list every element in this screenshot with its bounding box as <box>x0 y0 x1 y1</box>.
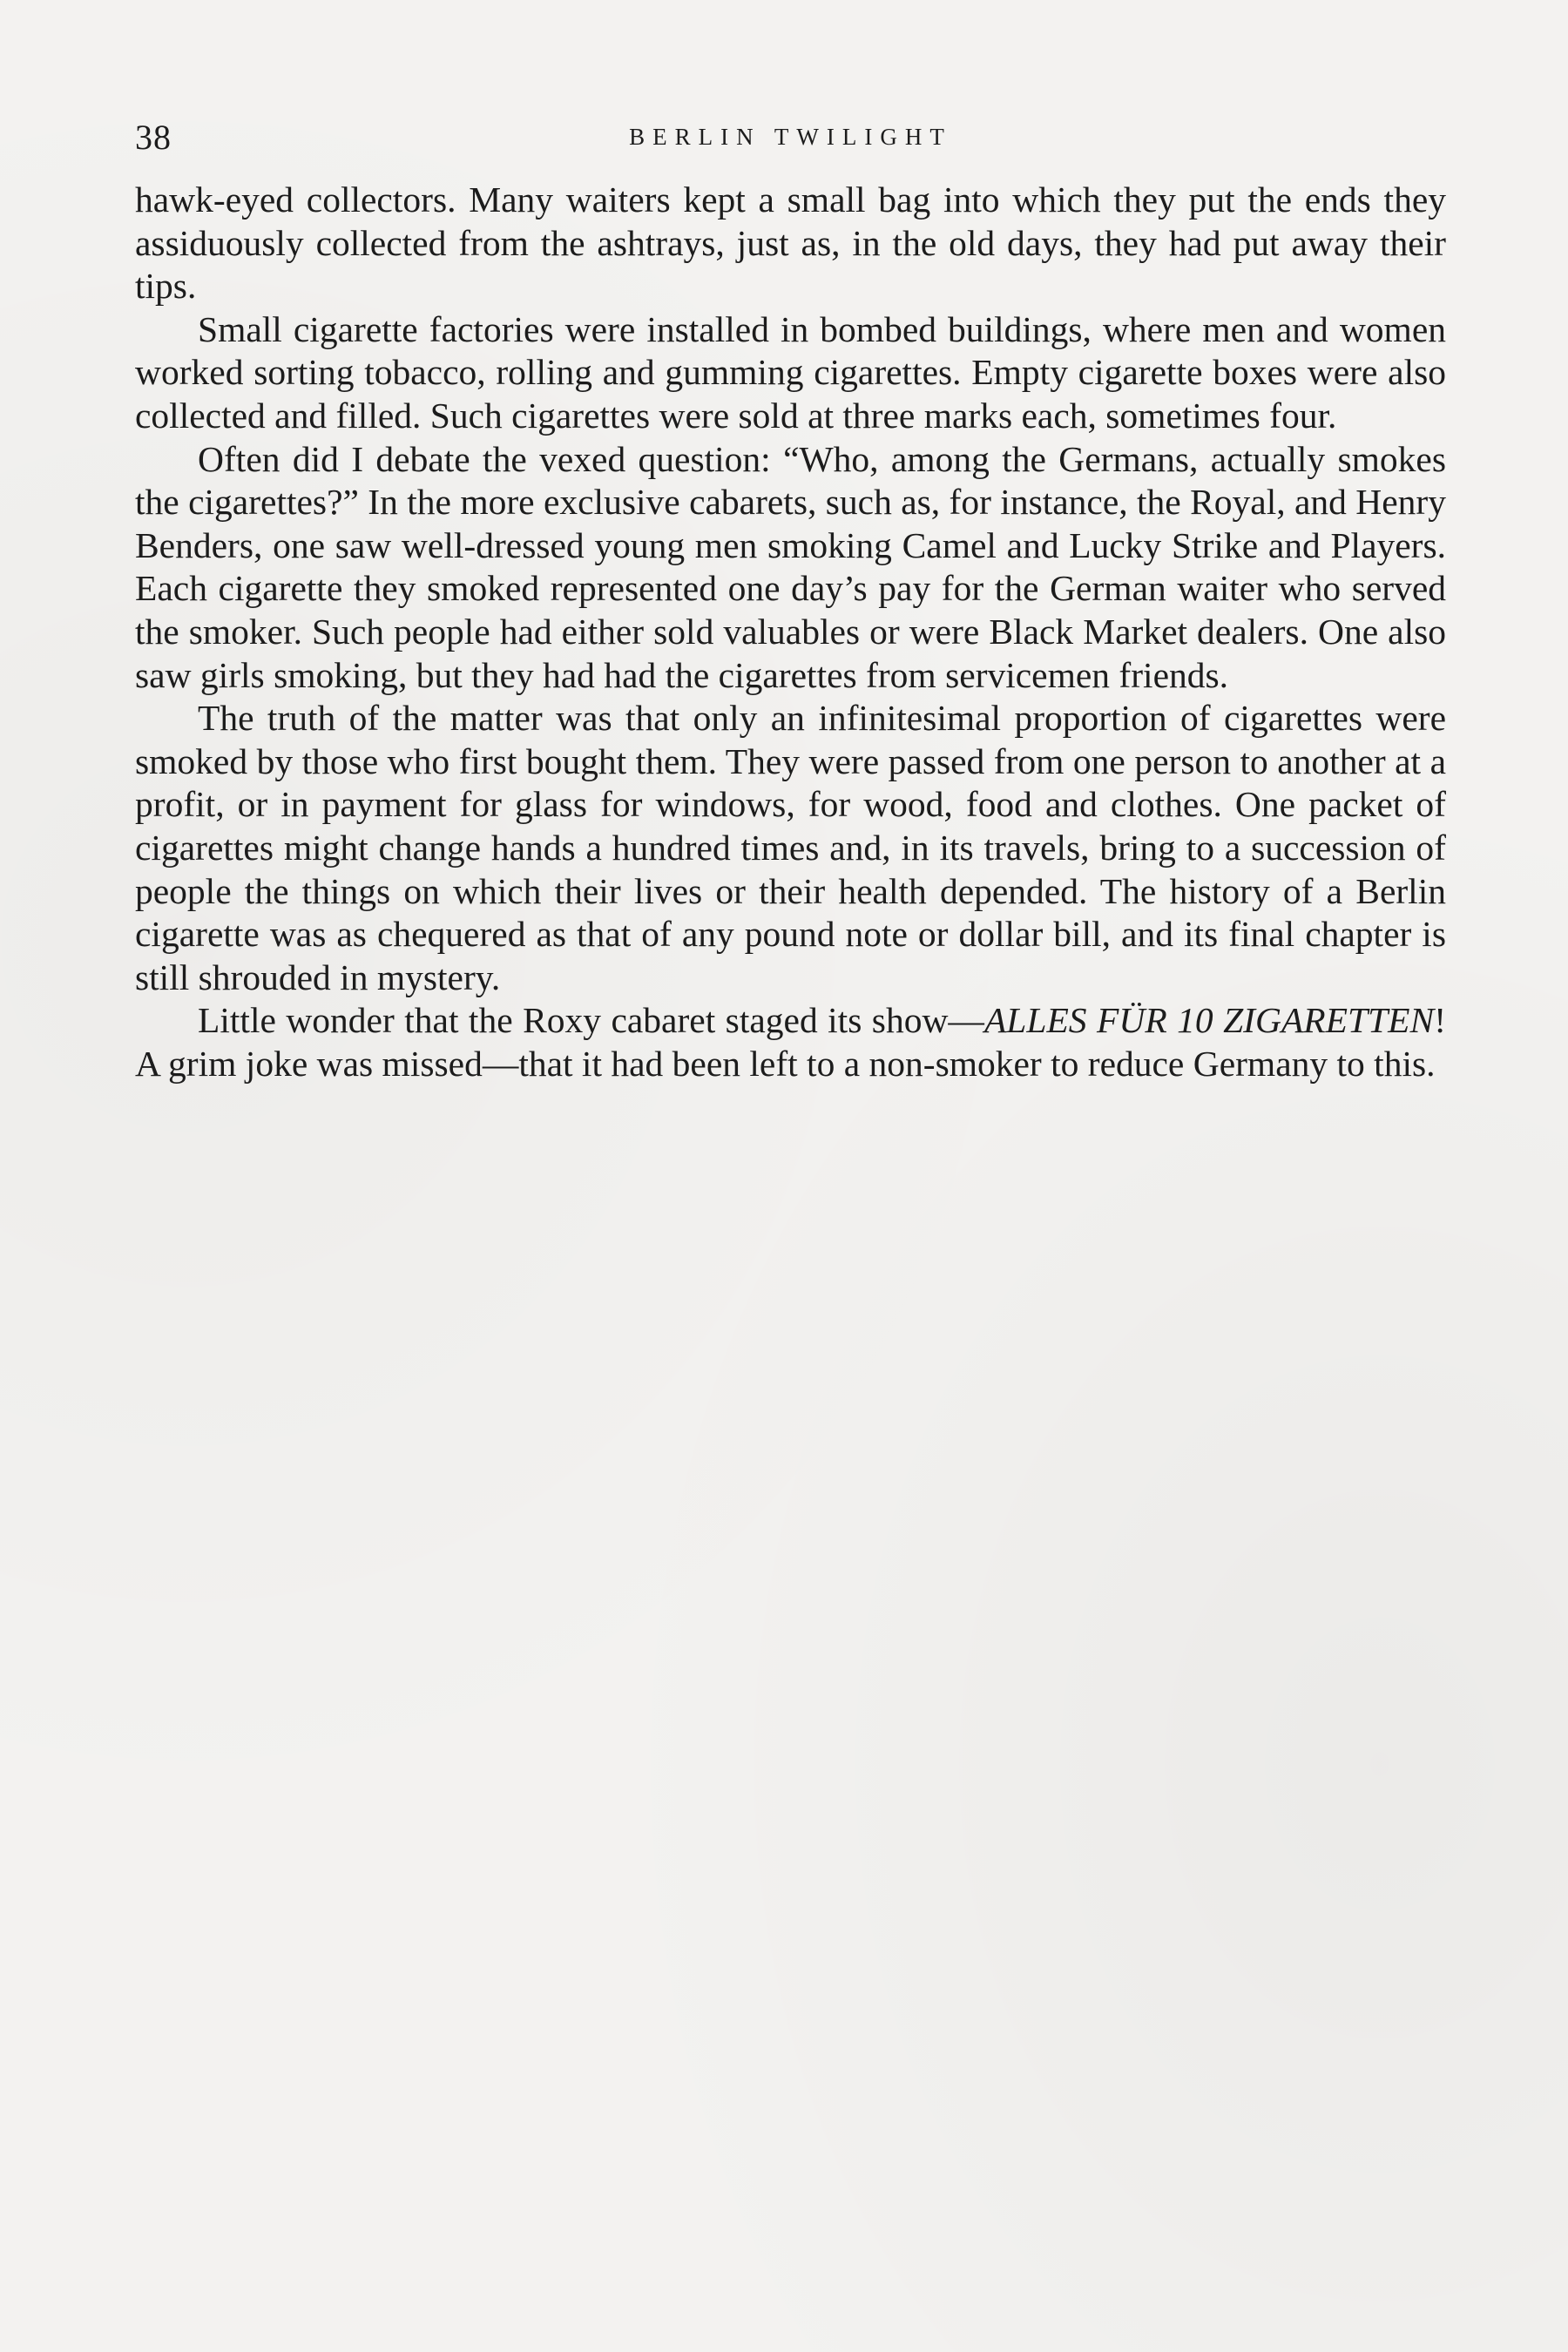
page-header <box>135 117 1446 160</box>
body-text <box>135 179 1446 1085</box>
paragraph-1: hawk-eyed collectors. Many waiters kept a small bag into which they put the ends they assiduously collected from the ashtrays, just as, in the old days, they had put away their tips. <box>135 179 1446 307</box>
show-title: ALLES FÜR 10 ZIGARETTEN <box>983 1000 1435 1041</box>
page-number: 38 <box>135 118 172 157</box>
paragraph-5-after: ! A grim joke was missed—that it had been left to a non-smoker to reduce Germany to this. <box>135 1000 1447 1084</box>
paragraph-3: Often did I debate the vexed question: “Who, among the Germans, actually smokes the cigarettes?” In the more exclusive cabarets, such as, for instance, the Royal, and Henry Benders, one saw well-dressed young men smoking Camel and Lucky Strike and Players. Each cigarette they smoked represented one day’s pay for the German waiter who served the smoker. Such people had either sold valuables or were Black Market dealers. One also saw girls smoking, but they had had the cigarettes from servicemen friends. <box>135 438 1446 695</box>
paragraph-2: Small cigarette factories were installed in bombed buildings, where men and women worked sorting tobacco, rolling and gumming cigarettes. Empty cigarette boxes were also collected and filled. Such cigarettes were sold at three marks each, sometimes four. <box>135 308 1446 436</box>
paragraph-5-before: Little wonder that the Roxy cabaret staged its show— <box>198 1000 984 1041</box>
paragraph-4: The truth of the matter was that only an infinitesimal proportion of cigarettes were smoked by those who first bought them. They were passed from one person to another at a profit, or in payment for glass for windows, for wood, food and clothes. One packet of cigarettes might change hands a hundred times and, in its travels, bring to a succession of people the things on which their lives or their health depended. The history of a Berlin cigarette was as chequered as that of any pound note or dollar bill, and its final chapter is still shrouded in mystery. <box>135 698 1446 997</box>
paragraph-5 <box>135 999 1446 1085</box>
running-head: BERLIN TWILIGHT <box>629 124 952 150</box>
